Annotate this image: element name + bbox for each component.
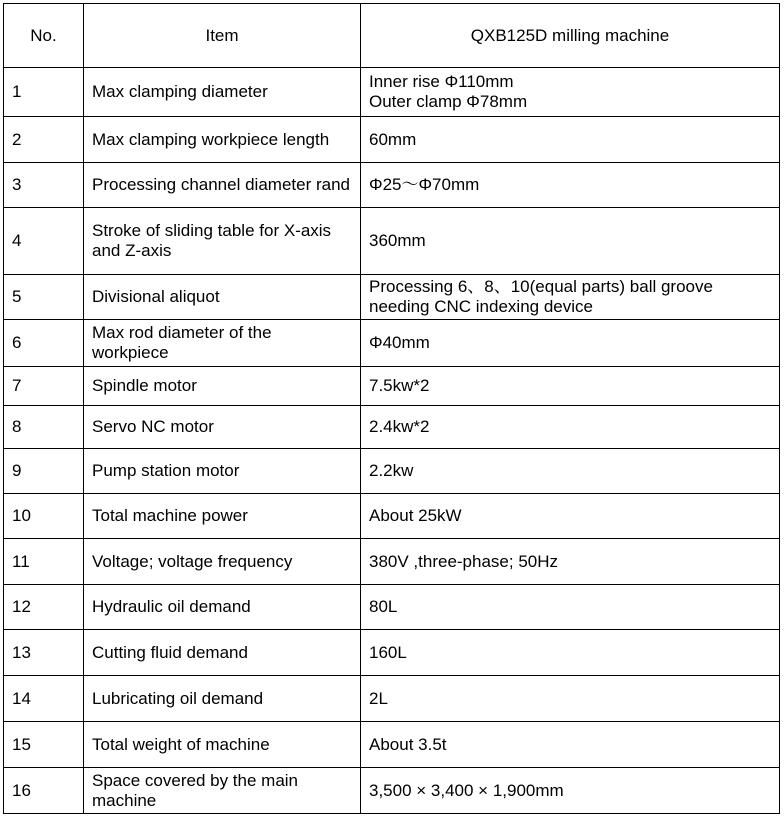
- row-item: Cutting fluid demand: [84, 630, 361, 676]
- table-row: [4, 406, 780, 449]
- row-item: Processing channel diameter rand: [84, 163, 361, 208]
- row-item: Max rod diameter of the workpiece: [84, 320, 361, 367]
- row-value-line: About 25kW: [369, 506, 462, 525]
- row-value: [361, 275, 780, 320]
- row-value-line: 2.2kw: [369, 461, 414, 480]
- table-row: [4, 585, 780, 630]
- row-value-line: 60mm: [369, 129, 417, 149]
- row-value-line: 360mm: [369, 231, 426, 250]
- table-row: [4, 275, 780, 320]
- row-value: [361, 163, 780, 208]
- row-value-line: 160L: [369, 642, 407, 662]
- row-value: [361, 539, 780, 585]
- row-value: [361, 722, 780, 768]
- header-model: QXB125D milling machine: [361, 4, 780, 68]
- row-value-line: 7.5kw*2: [369, 376, 430, 395]
- row-value-line: 2L: [369, 688, 388, 708]
- row-number: 16: [4, 768, 84, 814]
- row-value-line: 3,500 × 3,400 × 1,900mm: [369, 780, 564, 800]
- row-value: [361, 68, 780, 117]
- row-number: 1: [4, 68, 84, 117]
- row-number: 4: [4, 208, 84, 275]
- row-item: Spindle motor: [84, 367, 361, 406]
- table-row: [4, 449, 780, 494]
- table-row: [4, 320, 780, 367]
- row-number: 10: [4, 494, 84, 539]
- spec-table: [3, 3, 780, 814]
- table-row: [4, 494, 780, 539]
- row-value-line: Processing 6、8、10(equal parts) ball groove needing CNC indexing device: [369, 277, 713, 316]
- row-value: [361, 676, 780, 722]
- row-item: Space covered by the main machine: [84, 768, 361, 814]
- row-number: 12: [4, 585, 84, 630]
- table-row: [4, 163, 780, 208]
- table-row: [4, 722, 780, 768]
- row-value: [361, 449, 780, 494]
- row-value: [361, 320, 780, 367]
- table-row: [4, 117, 780, 163]
- row-value-line: 80L: [369, 597, 398, 616]
- row-value-line: Outer clamp Φ78mm: [369, 92, 528, 111]
- row-number: 6: [4, 320, 84, 367]
- row-number: 8: [4, 406, 84, 449]
- row-number: 13: [4, 630, 84, 676]
- row-number: 7: [4, 367, 84, 406]
- header-item: Item: [84, 4, 361, 68]
- table-row: [4, 68, 780, 117]
- row-value-line: Inner rise Φ110mm: [369, 72, 514, 91]
- row-item: Hydraulic oil demand: [84, 585, 361, 630]
- row-item: Max clamping workpiece length: [84, 117, 361, 163]
- row-item: Max clamping diameter: [84, 68, 361, 117]
- row-number: 9: [4, 449, 84, 494]
- row-value: [361, 494, 780, 539]
- row-value: [361, 367, 780, 406]
- row-value-line: 2.4kw*2: [369, 417, 430, 436]
- row-item: Total weight of machine: [84, 722, 361, 768]
- row-number: 14: [4, 676, 84, 722]
- table-row: [4, 367, 780, 406]
- table-row: [4, 630, 780, 676]
- row-value: [361, 406, 780, 449]
- row-number: 11: [4, 539, 84, 585]
- row-value: [361, 117, 780, 163]
- row-item: Voltage; voltage frequency: [84, 539, 361, 585]
- row-value-line: 380V ,three-phase; 50Hz: [369, 551, 559, 571]
- row-value: [361, 768, 780, 814]
- row-value-line: Φ25～Φ70mm: [369, 175, 480, 194]
- row-value: [361, 585, 780, 630]
- table-body: [4, 68, 780, 814]
- row-item: Lubricating oil demand: [84, 676, 361, 722]
- row-number: 3: [4, 163, 84, 208]
- row-number: 15: [4, 722, 84, 768]
- header-no: No.: [4, 4, 84, 68]
- row-number: 2: [4, 117, 84, 163]
- table-row: [4, 539, 780, 585]
- table-row: [4, 676, 780, 722]
- table-row: [4, 208, 780, 275]
- row-item: Pump station motor: [84, 449, 361, 494]
- table-row: [4, 768, 780, 814]
- row-value-line: Φ40mm: [369, 333, 430, 352]
- header-row: [4, 4, 780, 68]
- row-item: Servo NC motor: [84, 406, 361, 449]
- row-item: Total machine power: [84, 494, 361, 539]
- row-item: Stroke of sliding table for X-axis and Z-axis: [84, 208, 361, 275]
- row-number: 5: [4, 275, 84, 320]
- row-value-line: About 3.5t: [369, 734, 447, 754]
- row-value: [361, 630, 780, 676]
- row-item: Divisional aliquot: [84, 275, 361, 320]
- row-value: [361, 208, 780, 275]
